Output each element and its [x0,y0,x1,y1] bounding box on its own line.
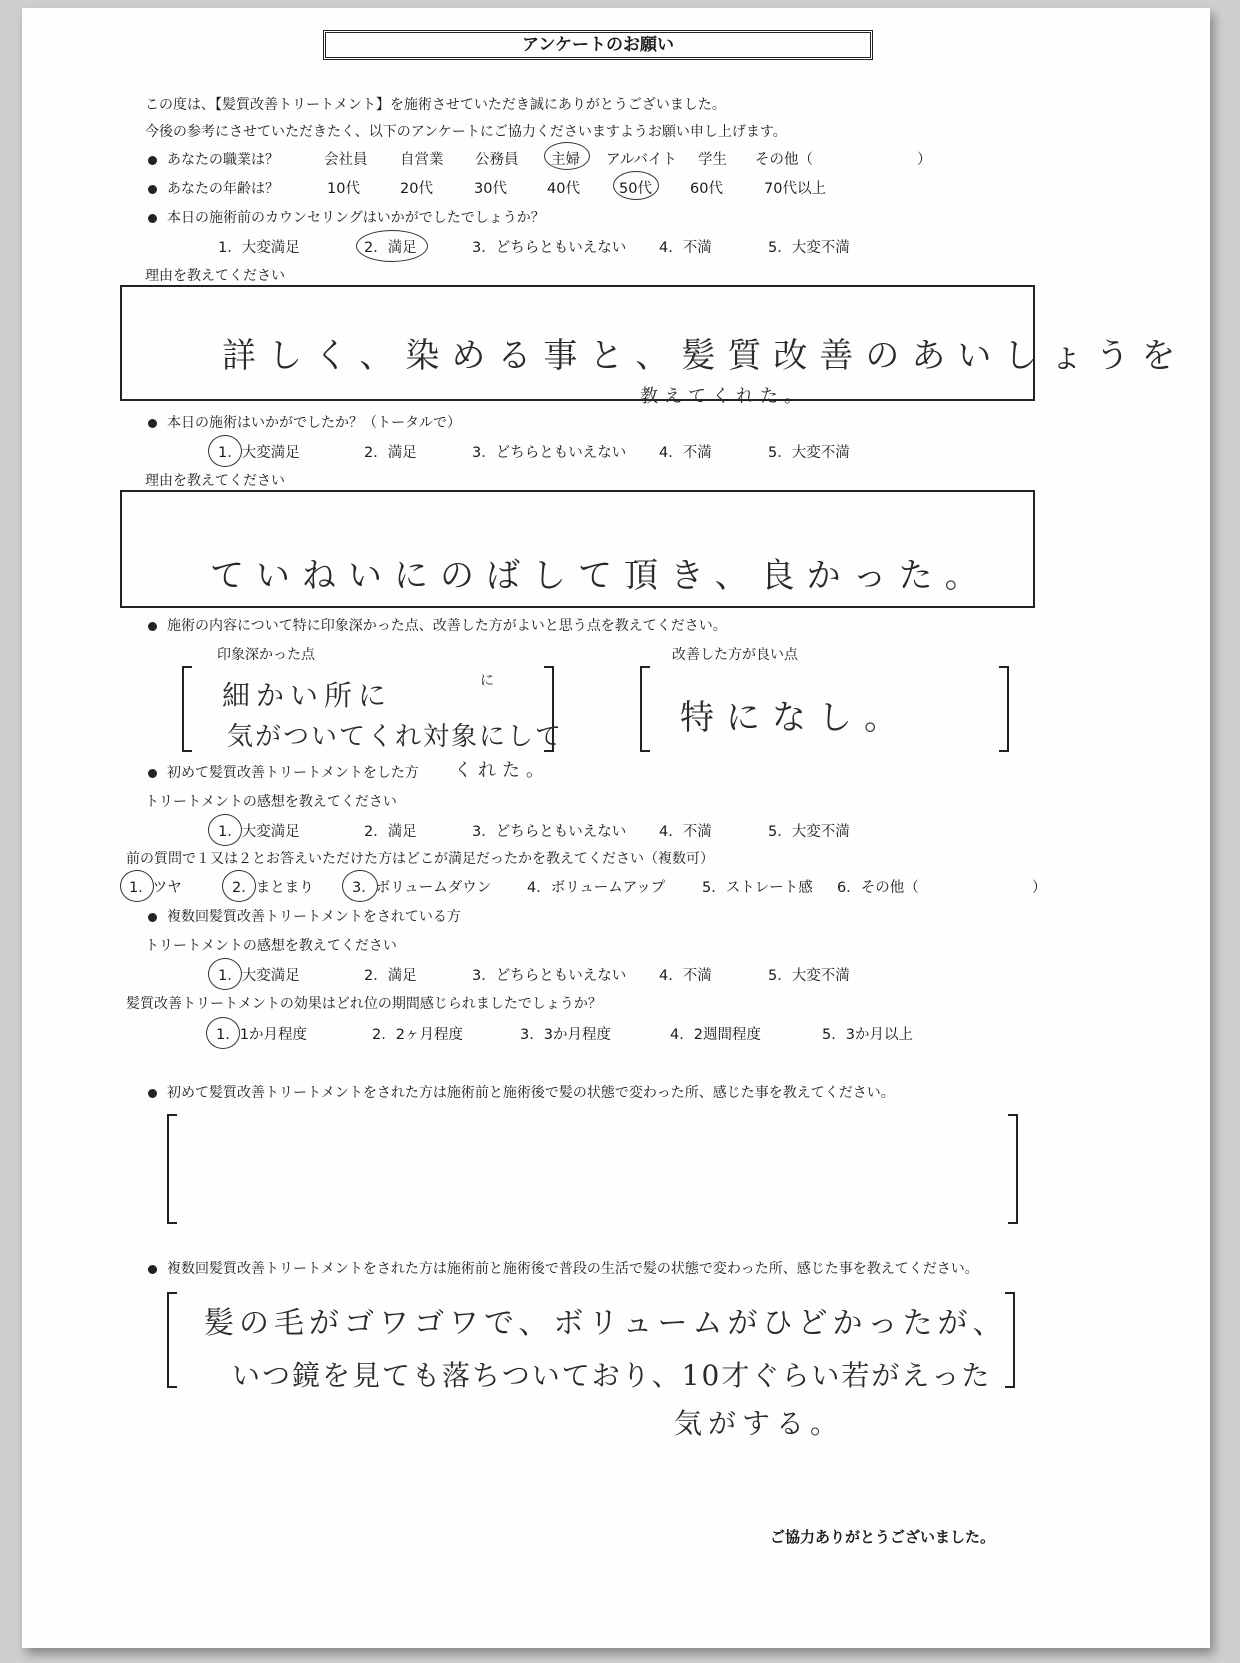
occupation-option-other[interactable]: その他（ [755,152,813,168]
selection-circle [222,870,256,902]
improve-bracket-right [999,666,1009,752]
good-point-manageable[interactable]: 2．まとまり [232,880,314,896]
occupation-option-student[interactable]: 学生 [698,152,727,168]
duration-option-2[interactable]: 2．2ヶ月程度 [372,1027,463,1043]
repeat-rating-3[interactable]: 3．どちらともいえない [472,968,627,984]
first-time-rating-1[interactable]: 1．大変満足 [218,824,300,840]
repeat-rating-1[interactable]: 1．大変満足 [218,968,300,984]
selection-circle [356,230,428,262]
good-point-other-close: ） [1032,880,1047,896]
bullet-icon [148,1265,157,1274]
repeat-change-bracket-left [167,1292,177,1388]
bullet-icon [148,185,157,194]
bullet-icon [148,214,157,223]
age-option-50s[interactable]: 50代 [619,181,652,197]
counseling-rating-4[interactable]: 4．不満 [659,240,712,256]
age-option-10s[interactable]: 10代 [327,181,360,197]
selection-circle [208,814,242,846]
first-change-bracket-left [167,1114,177,1224]
impression-line-2: 気がついてくれ対象にして [227,722,564,752]
treatment-rating-1[interactable]: 1．大変満足 [218,445,300,461]
first-time-rating-5[interactable]: 5．大変不満 [768,824,850,840]
impression-question: 施術の内容について特に印象深かった点、改善した方がよいと思う点を教えてください。 [148,615,727,635]
first-change-question: 初めて髪質改善トリートメントをされた方は施術前と施術後で髪の状態で変わった所、感じた事を教えてください。 [148,1082,895,1102]
counseling-rating-3[interactable]: 3．どちらともいえない [472,240,627,256]
treatment-rating-2[interactable]: 2．満足 [364,445,417,461]
repeat-rating-5[interactable]: 5．大変不満 [768,968,850,984]
repeat-change-line-3: 気がする。 [674,1407,845,1440]
first-time-rating-3[interactable]: 3．どちらともいえない [472,824,627,840]
occupation-option-company[interactable]: 会社員 [324,152,368,168]
improve-label: 改善した方が良い点 [672,647,798,663]
occupation-option-self[interactable]: 自営業 [400,152,444,168]
counseling-question: 本日の施術前のカウンセリングはいかがでしたでしょうか？ [148,207,545,227]
selection-circle [208,435,242,467]
improve-bracket-left [640,666,650,752]
selection-circle [208,958,242,990]
occupation-option-housewife[interactable]: 主婦 [551,152,580,168]
counseling-reason-line-2: 教えてくれた。 [640,386,808,407]
counseling-reason-line-1: 詳しく、染める事と、髪質改善のあいしょうを [222,336,1188,376]
age-question: あなたの年齢は？ [148,178,279,198]
occupation-question: あなたの職業は？ [148,149,279,169]
good-point-gloss[interactable]: 1．ツヤ [129,880,182,896]
selection-circle [544,142,590,170]
first-time-impression-question: トリートメントの感想を教えてください [145,794,397,810]
occupation-other-close: ） [917,152,932,168]
counseling-reason-label: 理由を教えてください [145,268,285,284]
counseling-rating-2[interactable]: 2．満足 [364,240,417,256]
counseling-rating-1[interactable]: 1．大変満足 [218,240,300,256]
bullet-icon [148,419,157,428]
age-option-40s[interactable]: 40代 [547,181,580,197]
bullet-icon [148,913,157,922]
repeat-change-question: 複数回髪質改善トリートメントをされた方は施術前と施術後で普段の生活で髪の状態で変わった所、感じた事を教えてください。 [148,1258,979,1278]
first-change-input[interactable] [177,1114,1008,1224]
impression-small-note: に [480,673,500,689]
age-option-70plus[interactable]: 70代以上 [764,181,826,197]
occupation-option-parttime[interactable]: アルバイト [606,152,677,168]
treatment-rating-5[interactable]: 5．大変不満 [768,445,850,461]
good-point-volume-up[interactable]: 4．ボリュームアップ [527,880,666,896]
bullet-icon [148,622,157,631]
first-change-bracket-right [1008,1114,1018,1224]
selection-circle [342,870,378,902]
duration-question: 髪質改善トリートメントの効果はどれ位の期間感じられましたでしょうか？ [126,996,602,1012]
first-time-rating-4[interactable]: 4．不満 [659,824,712,840]
age-option-20s[interactable]: 20代 [400,181,433,197]
repeat-header: 複数回髪質改善トリートメントをされている方 [148,906,461,926]
selection-circle [120,870,154,902]
counseling-rating-5[interactable]: 5．大変不満 [768,240,850,256]
selection-circle [613,171,659,200]
age-option-30s[interactable]: 30代 [474,181,507,197]
good-point-straight[interactable]: 5．ストレート感 [702,880,813,896]
duration-option-1[interactable]: 1．1か月程度 [216,1027,307,1043]
survey-sheet [22,8,1210,1648]
treatment-rating-4[interactable]: 4．不満 [659,445,712,461]
bullet-icon [148,156,157,165]
bullet-icon [148,1089,157,1098]
impression-bracket-left [182,666,192,752]
age-option-60s[interactable]: 60代 [690,181,723,197]
repeat-rating-4[interactable]: 4．不満 [659,968,712,984]
occupation-option-public[interactable]: 公務員 [475,152,519,168]
first-time-rating-2[interactable]: 2．満足 [364,824,417,840]
bullet-icon [148,769,157,778]
treatment-question: 本日の施術はいかがでしたか？（トータルで） [148,412,461,432]
treatment-rating-3[interactable]: 3．どちらともいえない [472,445,627,461]
impression-line-1: 細かい所に [222,679,393,712]
good-point-other[interactable]: 6．その他（ [837,880,919,896]
good-point-volume-down[interactable]: 3．ボリュームダウン [352,880,492,896]
treatment-reason-label: 理由を教えてください [145,473,285,489]
treatment-reason-text: ていねいにのばして頂き、良かった。 [210,556,991,596]
duration-option-5[interactable]: 5．3か月以上 [822,1027,913,1043]
selection-circle [206,1017,240,1049]
duration-option-3[interactable]: 3．3か月程度 [520,1027,611,1043]
survey-title: アンケートのお願い [323,30,873,60]
repeat-change-line-2: いつ鏡を見ても落ちついており、10才ぐらい若がえった [232,1359,992,1392]
repeat-impression-question: トリートメントの感想を教えてください [145,938,397,954]
improve-text: 特になし。 [680,698,910,738]
good-points-question: 前の質問で１又は２とお答えいただけた方はどこが満足だったかを教えてください（複数可） [126,851,714,867]
first-time-header: 初めて髪質改善トリートメントをした方 [148,762,419,782]
impression-line-3: くれた。 [454,760,550,781]
repeat-change-line-1: 髪の毛がゴワゴワで、ボリュームがひどかったが、 [204,1306,1008,1341]
closing-thanks: ご協力ありがとうございました。 [770,1528,996,1546]
impression-label: 印象深かった点 [217,647,315,663]
duration-option-4[interactable]: 4．2週間程度 [670,1027,761,1043]
repeat-rating-2[interactable]: 2．満足 [364,968,417,984]
intro-line-1: この度は、【髪質改善トリートメント】を施術させていただき誠にありがとうございました。 [145,97,726,113]
intro-line-2: 今後の参考にさせていただきたく、以下のアンケートにご協力くださいますようお願い申し上げます。 [145,124,787,140]
